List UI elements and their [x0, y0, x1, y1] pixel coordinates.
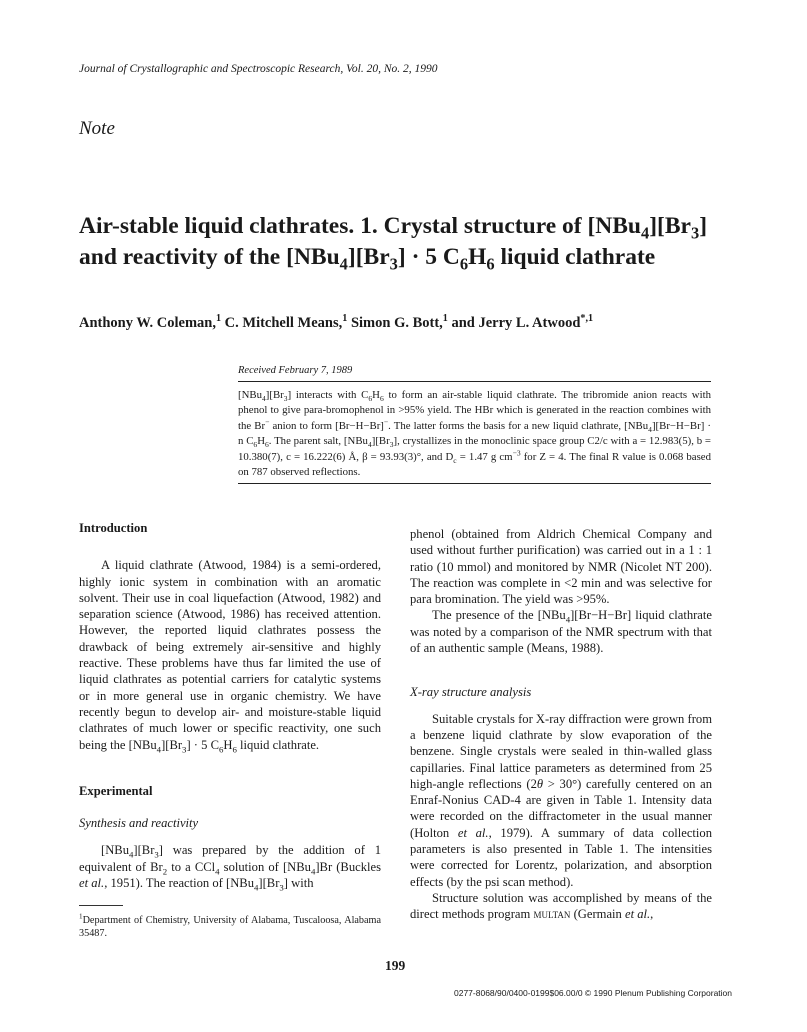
- page-number: 199: [385, 958, 406, 973]
- title-line-1: Air-stable liquid clathrates. 1. Crystal structure of $[NBu_4][Br_3]$: [79, 213, 708, 243]
- paragraph-xray: Suitable crystals for X-ray diffraction were grown from a benzene liquid clathrate by slow evaporation of the benzene. Single crystals were sealed in thin-walled glass capillaries. Final lattice parameters as determined from 25 high-angle reflections (2θ > 30°) carefully centered on an Enraf-Nonius CAD-4 are given in Table 1. Intensity data were recorded on the diffractometer in the usual manner (Holton et al., 1979). A summary of data collection parameters is also presented in Table 1. The intensities were corrected for Lorentz, polarization, and absorption effects (by the psi scan method).: [410, 711, 713, 889]
- section-label: Note: [79, 118, 115, 139]
- abstract-bottom-rule: [238, 483, 711, 484]
- author-list: Anthony W. Coleman,$^1$ C. Mitchell Means,$^1$ Simon G. Bott,$^1$ and Jerry L. Atwood$^{*,1}$: [79, 313, 594, 331]
- title-line-2: and reactivity of the $[NBu_4][Br_3] \cdot 5$ $C_6H_6$ liquid clathrate: [79, 244, 656, 274]
- received-date: Received February 7, 1989: [238, 365, 353, 376]
- journal-citation: Journal of Crystallographic and Spectroscopic Research, Vol. 20, No. 2, 1990: [79, 63, 438, 75]
- abstract-top-rule: [238, 381, 711, 382]
- copyright-line: 0277-8068/90/0400-0199$06.00/0 © 1990 Plenum Publishing Corporation: [454, 988, 732, 998]
- heading-experimental: Experimental: [79, 783, 153, 798]
- paragraph-clathrate: The presence of the [NBu$_4$][Br−H−Br] liquid clathrate was noted by a comparison of the NMR spectrum with that of an authentic sample (Means, 1988).: [410, 608, 712, 656]
- article-title: [79, 211, 739, 273]
- left-column: [79, 520, 381, 891]
- paragraph-introduction: A liquid clathrate (Atwood, 1984) is a semi-ordered, highly ionic system in combination with an aromatic solvent. Their use in coal liquefaction (Atwood, 1982) and separation science (Atwood, 1986) has received attention. However, the reported liquid clathrates possess the drawback of being extremely air-sensitive and highly reactive. These problems have thus far limited the use of liquid clathrates as potential carriers for catalytic systems or in more general use in organic chemistry. We have recently begun to develop air- and moisture-stable liquid clathrates of much lower or specific reactivity, one such being the $[NBu_4][Br_3] \cdot 5$ $C_6H_6$ liquid clathrate.: [79, 558, 381, 755]
- paragraph-solution: Structure solution was accomplished by means of the direct methods program multan (Germain et al.,: [410, 890, 712, 922]
- paragraph-synthesis: $[NBu_4][Br_3]$ was prepared by the addition of 1 equivalent of $Br_2$ to a CCl$_4$ solution of [NBu$_4$]Br (Buckles et al., 1951). The reaction of $[NBu_4][Br_3]$ with: [79, 843, 381, 893]
- author-name: and Jerry L. Atwood: [447, 315, 581, 331]
- abstract: $[NBu_4][Br_3]$ interacts with $C_6H_6$ to form an air-stable liquid clathrate. The tribromide anion reacts with phenol to give para-bromophenol in >95% yield. The HBr which is generated in the reaction combines with the Br− anion to form [Br−H−Br]−. The latter forms the basis for a new liquid clathrate, [NBu$_4$][Br−H−Br] · n $C_6H_6$. The parent salt, $[NBu_4][Br_3]$, crystallizes in the monoclinic space group C2/c with a = 12.983(5), b = 10.380(7), c = 16.222(6) Å, β = 93.93(3)°, and $D_c = 1.47$ g $cm^{-3}$ for Z = 4. The final R value is 0.068 based on 787 observed reflections.: [238, 389, 712, 479]
- footnote-rule: [79, 905, 123, 906]
- heading-xray: X-ray structure analysis: [410, 685, 532, 700]
- footnote-affiliation: $^1$Department of Chemistry, University of Alabama, Tuscaloosa, Alabama 35487.: [79, 912, 381, 939]
- heading-synthesis: Synthesis and reactivity: [79, 816, 199, 831]
- heading-introduction: Introduction: [79, 521, 148, 535]
- right-column: [410, 526, 712, 923]
- paragraph-reaction: phenol (obtained from Aldrich Chemical Company and used without further purification) was carried out in a 1 : 1 ratio (10 mmol) and monitored by NMR (Nicolet NT 200). The reaction was complete in <2 min and was selective for para bromination. The yield was >95%.: [410, 527, 712, 607]
- author-name: Anthony W. Coleman,: [79, 315, 216, 331]
- author-name: C. Mitchell Means,: [221, 315, 343, 331]
- author-name: Simon G. Bott,: [347, 315, 443, 331]
